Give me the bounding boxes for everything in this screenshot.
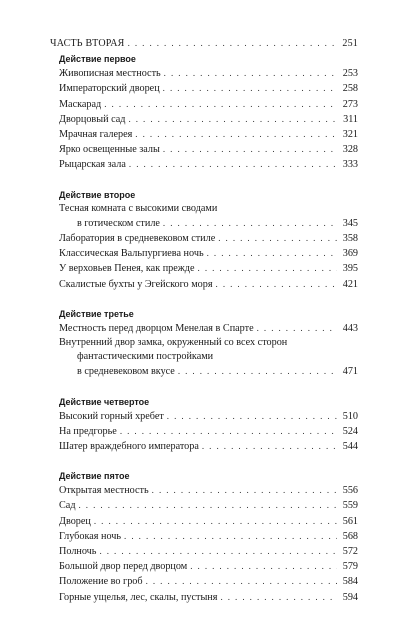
dot-leader <box>146 574 337 588</box>
dot-leader <box>128 112 337 126</box>
toc-entry <box>59 321 358 336</box>
act-section <box>50 380 358 455</box>
toc-row <box>59 544 358 559</box>
dot-leader <box>128 36 337 50</box>
toc-page-number: 556 <box>342 485 358 497</box>
toc-page-number: 524 <box>342 425 358 437</box>
toc-entry-title: Классическая Вальпургиева ночь <box>59 248 204 260</box>
toc-entry <box>59 81 358 96</box>
toc-page-number: 345 <box>342 217 358 229</box>
act-title: Действие четвертое <box>59 396 150 407</box>
toc-row <box>59 157 358 172</box>
dot-leader <box>99 544 337 558</box>
dot-leader <box>202 439 337 453</box>
toc-entry-title: Мрачная галерея <box>59 129 133 141</box>
toc-page-number: 358 <box>342 233 358 245</box>
toc-page-number: 443 <box>342 322 358 334</box>
dot-leader <box>163 216 337 230</box>
toc-row <box>59 439 358 454</box>
dot-leader <box>163 81 337 95</box>
toc-page-number: 471 <box>342 366 358 378</box>
act-section <box>50 292 358 380</box>
toc-entry-title: Ярко освещенные залы <box>59 144 160 156</box>
toc-entry-title: Полночь <box>59 546 97 558</box>
dot-leader <box>163 142 337 156</box>
toc-entry-title: в средневековом вкусе <box>77 366 175 378</box>
toc-entry <box>59 590 358 605</box>
toc-entry-title: Высокий горный хребет <box>59 410 164 422</box>
toc-page-number: 369 <box>342 248 358 260</box>
toc-entry-title: У верховьев Пенея, как прежде <box>59 263 195 275</box>
toc-page-number: 568 <box>342 530 358 542</box>
toc-row <box>59 142 358 157</box>
toc-page-number: 421 <box>342 278 358 290</box>
toc-entry-title: Положение во гроб <box>59 576 143 588</box>
toc-entry-title: Маскарад <box>59 98 102 110</box>
act-section <box>50 454 358 605</box>
dot-leader <box>79 498 338 512</box>
toc-entry-title: Шатер враждебного императора <box>59 441 199 453</box>
part-title: ЧАСТЬ ВТОРАЯ <box>50 38 125 49</box>
toc-row <box>59 66 358 81</box>
toc-row <box>59 81 358 96</box>
toc-page-number: 544 <box>342 441 358 453</box>
toc-entry <box>59 336 358 380</box>
toc-entry <box>59 277 358 292</box>
act-title: Действие пятое <box>59 471 130 482</box>
toc-row <box>59 231 358 246</box>
toc-entry-title: Императорский дворец <box>59 83 160 95</box>
section-spacer <box>59 173 358 189</box>
dot-leader <box>178 364 337 378</box>
toc-entry <box>59 483 358 498</box>
toc-entry <box>59 439 358 454</box>
toc-entry <box>59 498 358 513</box>
toc-page-number: 559 <box>342 500 358 512</box>
dot-leader <box>164 66 337 80</box>
toc-entry <box>59 157 358 172</box>
toc-page-number: 594 <box>342 591 358 603</box>
toc-page-number: 510 <box>342 410 358 422</box>
toc-entry <box>59 97 358 112</box>
section-spacer <box>59 380 358 396</box>
toc-row <box>59 559 358 574</box>
toc-row <box>59 277 358 292</box>
toc-entry-line: Внутренний двор замка, окруженный со всех сторон <box>59 337 288 349</box>
section-spacer <box>59 454 358 470</box>
toc-page-number: 584 <box>342 576 358 588</box>
act-title: Действие третье <box>59 308 134 319</box>
dot-leader <box>94 514 337 528</box>
toc-page-number: 253 <box>342 68 358 80</box>
toc-row <box>59 127 358 142</box>
dot-leader <box>207 246 337 260</box>
toc-page-number: 561 <box>342 515 358 527</box>
acts-list <box>50 53 358 605</box>
toc-entry-title: Скалистые бухты у Эгейского моря <box>59 278 213 290</box>
dot-leader <box>135 127 337 141</box>
toc-entry-title: На предгорье <box>59 425 117 437</box>
toc-entry-title: Местность перед дворцом Менелая в Спарте <box>59 322 254 334</box>
toc-row <box>59 574 358 589</box>
toc-entry <box>59 66 358 81</box>
dot-leader <box>104 97 337 111</box>
dot-leader <box>120 424 337 438</box>
section-spacer <box>59 292 358 308</box>
act-section <box>50 53 358 172</box>
toc-page-number: 395 <box>342 263 358 275</box>
dot-leader <box>167 409 337 423</box>
toc-entry <box>59 424 358 439</box>
toc-row <box>59 498 358 513</box>
act-section <box>50 173 358 292</box>
toc-page-number: 311 <box>343 113 358 125</box>
toc-row <box>59 590 358 605</box>
toc-entry-title: Лаборатория в средневековом стиле <box>59 233 216 245</box>
toc-row <box>59 112 358 127</box>
toc-entry <box>59 409 358 424</box>
toc-entry <box>59 231 358 246</box>
dot-leader <box>190 559 337 573</box>
toc-row <box>59 514 358 529</box>
part-page-number: 251 <box>342 38 358 49</box>
dot-leader <box>218 231 337 245</box>
toc-entry-title: Горные ущелья, лес, скалы, пустыня <box>59 591 218 603</box>
toc-page-number: 321 <box>342 129 358 141</box>
toc-page-number: 333 <box>342 159 358 171</box>
act-title: Действие второе <box>59 189 136 200</box>
dot-leader <box>198 261 337 275</box>
toc-entry-title: Большой двор перед дворцом <box>59 561 188 573</box>
toc-row <box>59 97 358 112</box>
toc-entry <box>59 202 358 231</box>
toc-page-number: 579 <box>342 561 358 573</box>
toc-entry-title: Открытая местность <box>59 485 149 497</box>
toc-entry-title: Глубокая ночь <box>59 530 122 542</box>
toc-row <box>59 246 358 261</box>
toc-row <box>59 261 358 276</box>
toc-entry <box>59 514 358 529</box>
toc-row <box>59 321 358 336</box>
toc-entry-title: Сад <box>59 500 76 512</box>
part-heading <box>50 36 358 51</box>
toc-entry <box>59 246 358 261</box>
toc-entry-title: Дворец <box>59 515 91 527</box>
toc-page-number: 328 <box>342 144 358 156</box>
toc-entry <box>59 261 358 276</box>
toc-entry <box>59 574 358 589</box>
toc-row <box>59 409 358 424</box>
toc-page-number: 273 <box>342 98 358 110</box>
toc-entry <box>59 112 358 127</box>
dot-leader <box>129 157 337 171</box>
toc-page-number: 572 <box>342 546 358 558</box>
dot-leader <box>257 321 337 335</box>
toc-entry-line: фантастическими постройками <box>77 351 214 363</box>
toc-entry-title: Дворцовый сад <box>59 113 126 125</box>
toc-entry <box>59 142 358 157</box>
toc-entry-line: Тесная комната с высокими сводами <box>59 202 218 214</box>
toc-row <box>59 364 358 379</box>
toc-row <box>59 483 358 498</box>
dot-leader <box>216 277 337 291</box>
toc-row <box>59 424 358 439</box>
toc-entry <box>59 544 358 559</box>
toc-row <box>59 529 358 544</box>
toc-entry-title: Рыцарская зала <box>59 159 126 171</box>
toc-entry <box>59 529 358 544</box>
dot-leader <box>220 590 337 604</box>
toc-entry <box>59 127 358 142</box>
toc-entry <box>59 559 358 574</box>
table-of-contents <box>50 36 358 605</box>
toc-entry-title: Живописная местность <box>59 68 161 80</box>
toc-page-number: 258 <box>342 83 358 95</box>
dot-leader <box>124 529 337 543</box>
toc-entry-title: в готическом стиле <box>77 217 160 229</box>
toc-row <box>59 216 358 231</box>
dot-leader <box>152 483 337 497</box>
act-title: Действие первое <box>59 54 136 65</box>
